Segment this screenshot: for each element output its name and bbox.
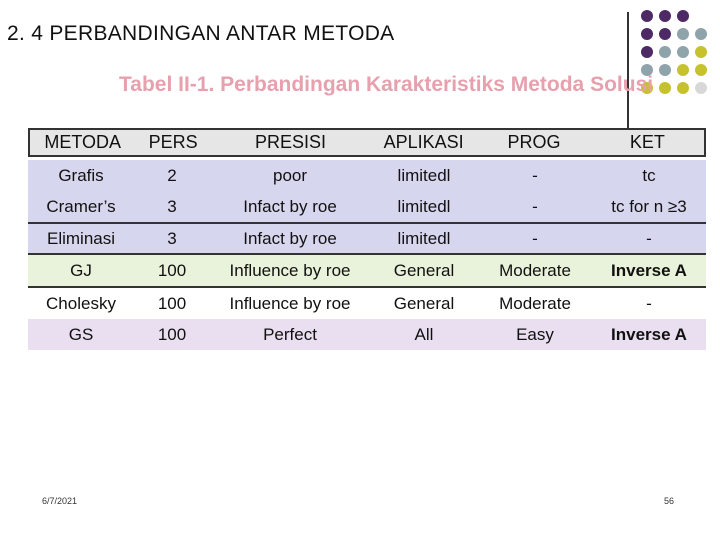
table-cell: 3 — [167, 196, 177, 216]
page-number: 56 — [664, 496, 675, 506]
column-header: METODA — [44, 132, 122, 152]
column-header: KET — [629, 132, 665, 152]
table-cell: 100 — [157, 260, 187, 280]
column-header: APLIKASI — [383, 132, 464, 152]
decor-dot — [677, 28, 689, 40]
table-cell: 100 — [157, 324, 187, 344]
table-cell: - — [532, 165, 538, 185]
table-row — [28, 319, 706, 350]
table-header-row — [28, 128, 706, 157]
column-header: PRESISI — [254, 132, 326, 152]
table-row — [28, 191, 706, 224]
table-cell: - — [532, 228, 538, 248]
table-cell: limitedl — [397, 165, 451, 185]
decor-dot — [677, 82, 689, 94]
table-cell: poor — [272, 165, 308, 185]
decor-dot — [695, 64, 707, 76]
table-cell: limitedl — [397, 196, 451, 216]
decor-dot — [659, 82, 671, 94]
decor-dot — [641, 10, 653, 22]
decor-dot — [695, 28, 707, 40]
footer-date: 6/7/2021 — [42, 496, 78, 506]
table-cell: Cramer’s — [46, 196, 116, 216]
table-cell: - — [646, 228, 652, 248]
decor-dot — [659, 28, 671, 40]
table-cell: Infact by roe — [243, 196, 337, 216]
table-row — [28, 224, 706, 255]
table-row — [28, 288, 706, 319]
table-cell: General — [393, 260, 455, 280]
table-caption: Tabel II-1. Perbandingan Karakteristiks Metoda Solusi — [119, 73, 654, 96]
table-cell: Easy — [516, 324, 554, 344]
table-cell: General — [393, 293, 455, 313]
table-cell: Influence by roe — [229, 260, 351, 280]
decor-dot — [677, 10, 689, 22]
table-cell: limitedl — [397, 228, 451, 248]
table-cell: GS — [68, 324, 94, 344]
table-cell: Grafis — [58, 165, 104, 185]
table-cell: tc — [642, 165, 656, 185]
decor-dot — [659, 46, 671, 58]
table-cell: Influence by roe — [229, 293, 351, 313]
table-cell: Perfect — [263, 324, 317, 344]
table-cell: - — [646, 293, 652, 313]
decor-dot — [641, 46, 653, 58]
table-cell: 2 — [167, 165, 177, 185]
table-cell: Infact by roe — [243, 228, 337, 248]
decor-dot — [677, 46, 689, 58]
table-cell: Moderate — [499, 260, 571, 280]
decor-dot — [641, 28, 653, 40]
table-cell: Inverse A — [611, 260, 687, 280]
comparison-table — [28, 128, 706, 350]
decor-dot — [659, 64, 671, 76]
decor-dot — [677, 64, 689, 76]
table-cell: Cholesky — [46, 293, 116, 313]
decor-dot — [659, 10, 671, 22]
table-cell: All — [414, 324, 434, 344]
table-cell: - — [532, 196, 538, 216]
table-cell: 3 — [167, 228, 177, 248]
table-cell: Moderate — [499, 293, 571, 313]
column-header: PROG — [507, 132, 561, 152]
decor-dot — [695, 46, 707, 58]
table-row — [28, 160, 706, 191]
table-cell: Inverse A — [611, 324, 687, 344]
table-row — [28, 255, 706, 288]
table-cell: 100 — [157, 293, 187, 313]
column-header: PERS — [148, 132, 198, 152]
table-cell: tc for n ≥3 — [611, 196, 687, 216]
slide-title: 2. 4 PERBANDINGAN ANTAR METODA — [7, 22, 395, 45]
table-cell: Eliminasi — [46, 228, 116, 248]
table-cell: GJ — [70, 260, 92, 280]
decor-dot — [695, 82, 707, 94]
